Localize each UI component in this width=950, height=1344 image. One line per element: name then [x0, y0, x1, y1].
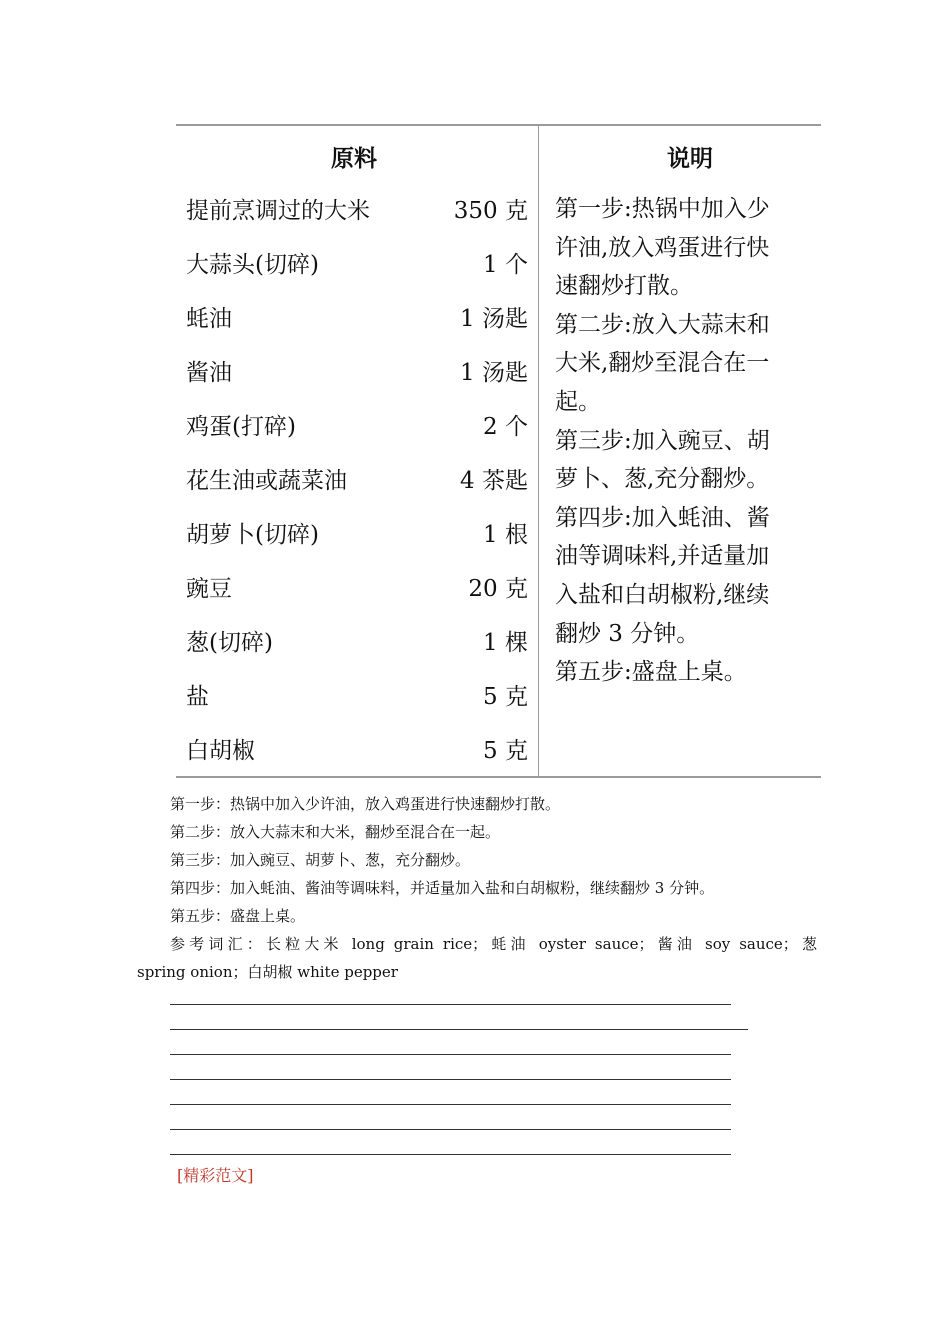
ingredient-qty: 350 克 [453, 198, 528, 224]
ingredient-qty: 2 个 [483, 414, 528, 440]
ingredient-qty: 1 个 [483, 252, 528, 278]
instruction-line: 起。 [555, 388, 601, 415]
ingredient-name: 大蒜头(切碎) [186, 252, 319, 278]
instruction-line: 入盐和白胡椒粉,继续 [555, 581, 770, 608]
reference-vocabulary [137, 930, 817, 986]
instruction-line: 速翻炒打散。 [555, 273, 693, 300]
ingredient-row [186, 570, 528, 610]
ingredient-qty: 5 克 [483, 684, 528, 710]
vocab-line: 参考词汇：长粒大米 long grain rice；蚝油 oyster sauce；酱油 soy sauce；葱 [170, 935, 817, 953]
ingredient-name: 豌豆 [186, 576, 232, 602]
ingredient-name: 白胡椒 [186, 738, 255, 764]
answer-line [170, 1004, 731, 1005]
step-text: 第一步：热锅中加入少许油，放入鸡蛋进行快速翻炒打散。 [170, 795, 561, 813]
ingredient-row [186, 462, 528, 502]
answer-line [170, 1129, 731, 1130]
ingredient-qty: 1 棵 [483, 630, 528, 656]
ingredient-row [186, 732, 528, 772]
instruction-line: 大米,翻炒至混合在一 [555, 350, 770, 377]
ingredient-row [186, 408, 528, 448]
ingredient-qty: 5 克 [483, 738, 528, 764]
step-text: 第三步：加入豌豆、胡萝卜、葱，充分翻炒。 [170, 851, 471, 869]
instruction-line: 第三步:加入豌豆、胡 [555, 427, 770, 454]
instructions-column [555, 190, 813, 692]
ingredient-qty: 20 克 [468, 576, 528, 602]
ingredient-row [186, 678, 528, 718]
recipe-table [176, 124, 821, 778]
instruction-line: 翻炒 3 分钟。 [555, 620, 700, 647]
ingredient-qty: 4 茶匙 [460, 468, 528, 494]
answer-line [170, 1079, 731, 1080]
instruction-line: 许油,放入鸡蛋进行快 [555, 234, 770, 261]
model-essay-heading: [精彩范文] [177, 1166, 254, 1185]
ingredient-name: 提前烹调过的大米 [186, 198, 370, 224]
answer-line [170, 1054, 731, 1055]
ingredient-row [186, 516, 528, 556]
ingredient-qty: 1 根 [483, 522, 528, 548]
instruction-line: 第四步:加入蚝油、酱 [555, 504, 770, 531]
header-ingredients: 原料 [331, 146, 377, 172]
answer-line [170, 1154, 731, 1155]
ingredient-row [186, 246, 528, 286]
ingredient-qty: 1 汤匙 [460, 306, 528, 332]
instruction-line: 第五步:盛盘上桌。 [555, 659, 747, 686]
ingredient-name: 鸡蛋(打碎) [186, 414, 296, 440]
answer-line [170, 1104, 731, 1105]
ingredient-row [186, 192, 528, 232]
instruction-line: 第二步:放入大蒜末和 [555, 311, 770, 338]
ingredient-row [186, 354, 528, 394]
ingredient-row [186, 300, 528, 340]
ingredient-name: 胡萝卜(切碎) [186, 522, 319, 548]
step-text: 第五步：盛盘上桌。 [170, 907, 306, 925]
ingredient-qty: 1 汤匙 [460, 360, 528, 386]
ingredient-name: 蚝油 [186, 306, 232, 332]
step-text: 第二步：放入大蒜末和大米，翻炒至混合在一起。 [170, 823, 501, 841]
ingredient-row [186, 624, 528, 664]
instruction-line: 油等调味料,并适量加 [555, 543, 770, 570]
vocab-line: spring onion；白胡椒 white pepper [137, 963, 398, 981]
ingredient-name: 花生油或蔬菜油 [186, 468, 347, 494]
step-text: 第四步：加入蚝油、酱油等调味料，并适量加入盐和白胡椒粉，继续翻炒 3 分钟。 [170, 879, 715, 897]
answer-line [170, 1029, 748, 1030]
instruction-line: 萝卜、葱,充分翻炒。 [555, 466, 770, 493]
ingredient-name: 盐 [186, 684, 209, 710]
header-instructions: 说明 [667, 146, 713, 172]
instruction-line: 第一步:热锅中加入少 [555, 196, 770, 222]
ingredient-name: 酱油 [186, 360, 232, 386]
column-divider [538, 126, 539, 776]
ingredient-name: 葱(切碎) [186, 630, 273, 656]
